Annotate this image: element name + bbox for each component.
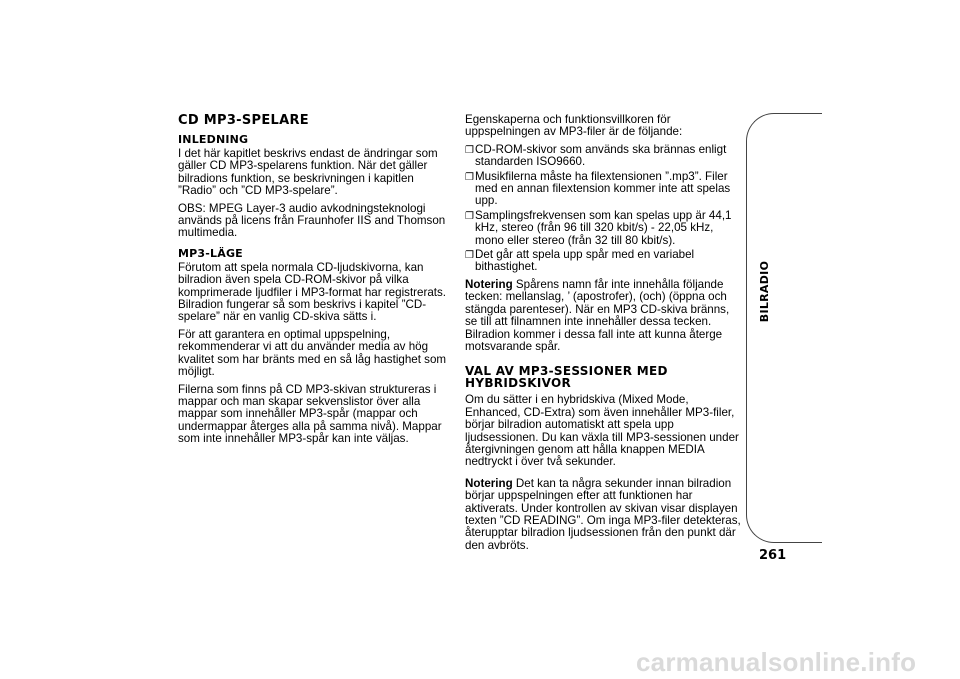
checkbox-bullet-icon: ❐ bbox=[465, 210, 474, 222]
page-number: 261 bbox=[759, 548, 787, 563]
checkbox-bullet-icon: ❐ bbox=[465, 171, 474, 183]
heading-mp3-lage: MP3-LÄGE bbox=[178, 246, 243, 260]
paragraph: Egenskaperna och funktionsvillkoren för uppspelningen av MP3-filer är de följande: bbox=[465, 113, 683, 139]
section-title: CD MP3-SPELARE bbox=[178, 113, 309, 128]
list-item: ❐ Samplingsfrekvensen som kan spelas upp är 44,1 kHz, stereo (från 96 till 320 kbit/s) - 22,05 kHz, mono eller stereo (från 32 till 80 kbit/s). bbox=[465, 208, 732, 247]
left-column bbox=[178, 114, 450, 451]
chapter-label: BILRADIO bbox=[758, 260, 772, 322]
bullet-list bbox=[465, 144, 741, 274]
checkbox-bullet-icon: ❐ bbox=[465, 144, 474, 156]
heading-inledning: INLEDNING bbox=[178, 133, 249, 146]
note-label: Notering bbox=[465, 476, 513, 490]
note-paragraph: Notering Det kan ta några sekunder innan bilradion börjar uppspelningen efter att funktionen har aktiverats. Under kontrollen av skivan visar displayen texten ”CD READING”. Om inga MP3-filer detekteras, återupptar bilradion ljudsessionen från den punkt där den avbröts. bbox=[465, 476, 741, 552]
list-item: ❐ CD-ROM-skivor som används ska brännas enligt standarden ISO9660. bbox=[465, 142, 727, 169]
list-item: ❐ Det går att spela upp spår med en variabel bithastighet. bbox=[465, 248, 695, 274]
right-column bbox=[465, 114, 741, 557]
paragraph: Förutom att spela normala CD-ljudskivorna, kan bilradion även spela CD-ROM-skivor på vilka komprimerade ljudfiler i MP3-format har registrerats. Bilradion fungerar så som beskrivs i kapitel ”CD-spelare” när en vanlig CD-skiva sätts i. bbox=[178, 260, 447, 324]
paragraph: OBS: MPEG Layer-3 audio avkodningsteknologi används på licens från Fraunhofer IIS and Thomson multimedia. bbox=[178, 201, 446, 240]
paragraph: I det här kapitlet beskrivs endast de ändringar som gäller CD MP3-spelarens funktion. När det gäller bilradions funktion, se beskrivningen i kapitlen ”Radio” och ”CD MP3-spelare”. bbox=[178, 147, 438, 198]
heading-val-av-mp3-sessioner: VAL AV MP3-SESSIONER MED HYBRIDSKIVOR bbox=[465, 364, 668, 391]
checkbox-bullet-icon: ❐ bbox=[465, 250, 474, 262]
paragraph: För att garantera en optimal uppspelning, rekommenderar vi att du använder media av hög kvalitet som har bränts med en så låg hastighet som möjligt. bbox=[178, 327, 447, 379]
paragraph: Om du sätter i en hybridskiva (Mixed Mode, Enhanced, CD-Extra) som även innehåller MP3-filer, börjar bilradion automatiskt att spela upp ljudsessionen. Du kan växla till MP3-sessionen under återgivningen genom att hålla knappen MEDIA nedtryckt i över två sekunder. bbox=[465, 393, 739, 469]
paragraph: Filerna som finns på CD MP3-skivan struktureras i mappar och man skapar sekvenslistor över alla mappar som innehåller MP3-spår (mappar och undermappar återges alla på samma nivå). Mappar som inte innehåller MP3-spår kan inte väljas. bbox=[178, 382, 442, 446]
watermark: carmanualsonline.info bbox=[636, 647, 917, 677]
chapter-sidebar-tab bbox=[746, 113, 822, 543]
note-paragraph: Notering Spårens namn får inte innehålla följande tecken: mellanslag, ’ (apostrofer), (och) (öppna och stängda parenteser). När en MP3 CD-skiva bränns, se till att filnamnen inte innehåller dessa tecken. Bilradion kommer i dessa fall inte att kunna återge motsvarande spår. bbox=[465, 277, 730, 353]
list-item: ❐ Musikfilerna måste ha filextensionen ”.mp3”. Filer med en annan filextension kommer inte att spelas upp. bbox=[465, 169, 731, 208]
note-label: Notering bbox=[465, 277, 513, 291]
